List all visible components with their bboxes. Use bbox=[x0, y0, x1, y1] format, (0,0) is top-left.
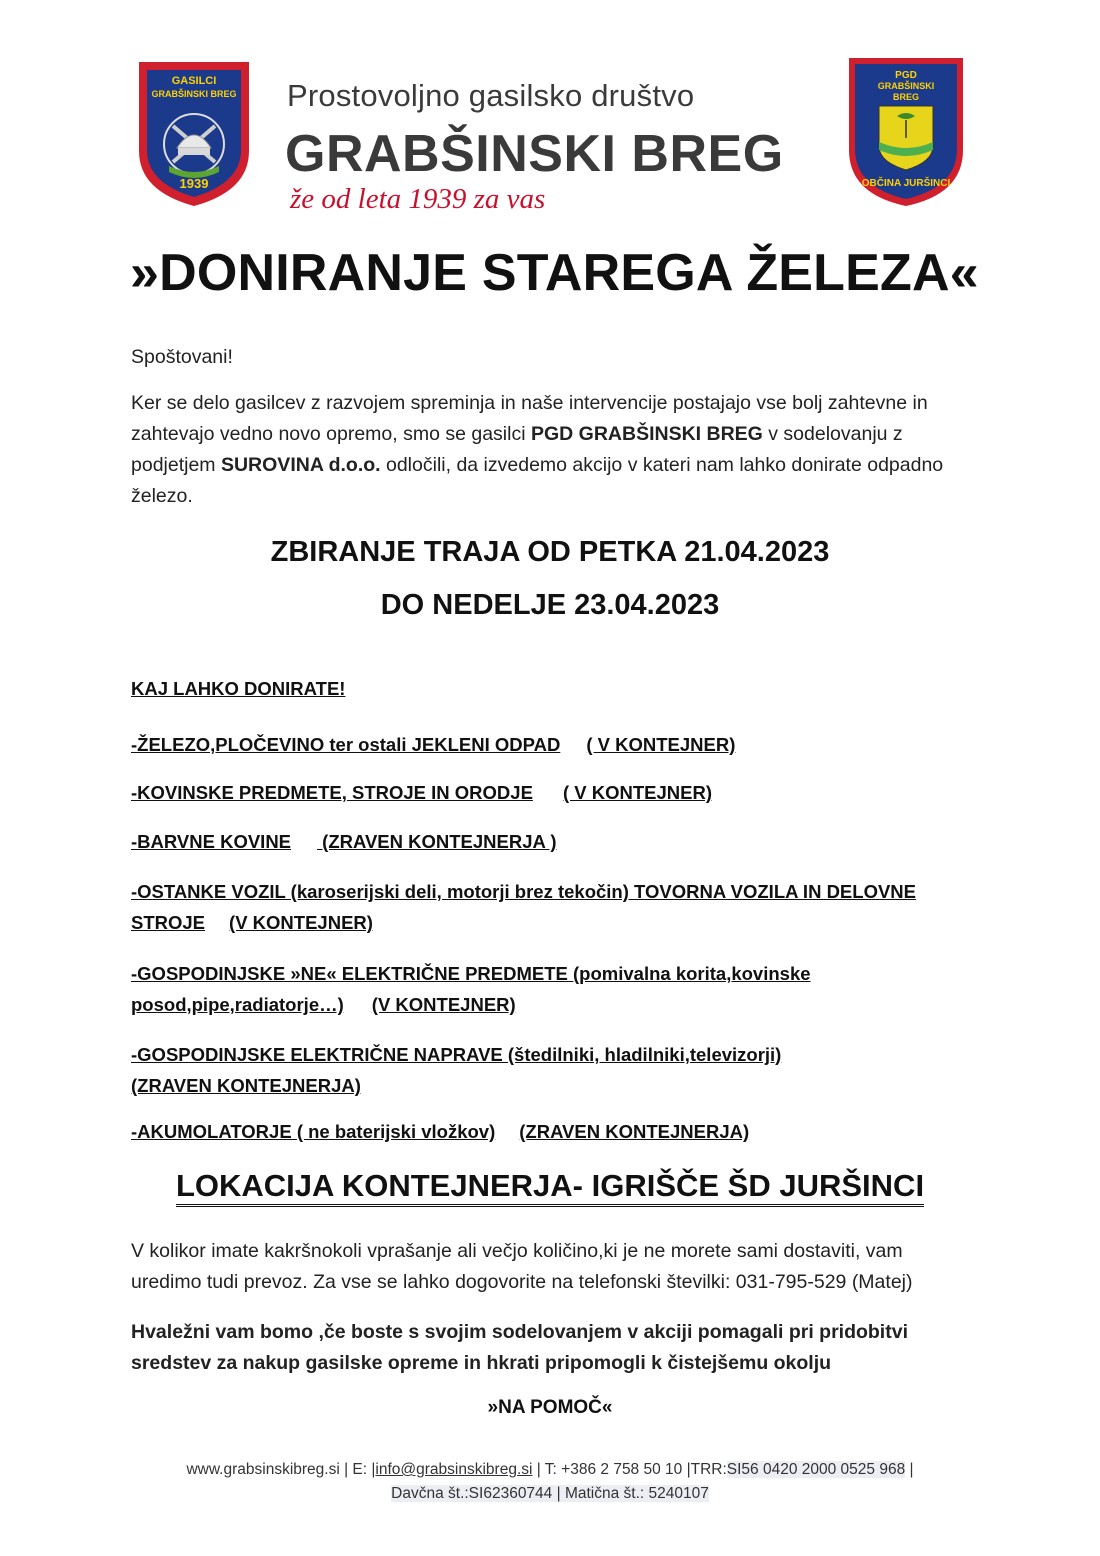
list-item-note: ( V KONTEJNER) bbox=[586, 734, 736, 755]
container-location bbox=[0, 1168, 1100, 1204]
pgd-emblem-right bbox=[845, 54, 967, 209]
intro-bold-pgd: PGD GRABŠINSKI BREG bbox=[530, 423, 763, 445]
intro-text-1: Ker se delo gasilcev z razvojem spreminja in naše intervencije postajajo vse bolj zahtevne in zahtevajo vedno novo opremo, smo se gasilci bbox=[131, 392, 928, 445]
emblem-middle-text: GRABŠINSKI BREG bbox=[151, 89, 237, 99]
list-item-text: -GOSPODINJSKE ELEKTRIČNE NAPRAVE (štedilniki, hladilniki,televizorji) (ZRAVEN KONTEJNERJA) bbox=[131, 1044, 782, 1096]
footer-email-label: | E: | bbox=[339, 1461, 376, 1478]
footer-registration-number: Matična št.: 5240107 bbox=[564, 1485, 709, 1502]
contact-paragraph: V kolikor imate kakršnokoli vprašanje ali večjo količino,ki je ne morete sami dostaviti, vam uredimo tudi prevoz. Za vse se lahko dogovorite na telefonski številki: 031-795-529 (Matej) bbox=[131, 1240, 913, 1293]
list-item-text: -KOVINSKE PREDMETE, STROJE IN ORODJE bbox=[131, 782, 533, 803]
list-item bbox=[131, 777, 712, 808]
emblem-breg-text: BREG bbox=[892, 92, 920, 102]
collection-dates-line1: ZBIRANJE TRAJA OD PETKA 21.04.2023 bbox=[270, 536, 830, 568]
slogan: »NA POMOČ« bbox=[487, 1397, 613, 1418]
footer-line2 bbox=[0, 1482, 1100, 1506]
list-item bbox=[131, 729, 735, 760]
intro-text-3: odločili, da izvedemo akcijo v kateri nam lahko donirate odpadno železo. bbox=[131, 454, 944, 507]
list-item bbox=[131, 1116, 749, 1147]
intro-text-2: v sodelovanju z podjetjem bbox=[131, 423, 903, 476]
footer-phone: | T: +386 2 758 50 10 |TRR: bbox=[532, 1461, 727, 1478]
container-location-text: LOKACIJA KONTEJNERJA- IGRIŠČE ŠD JURŠINCI bbox=[176, 1168, 924, 1207]
page-title: »DONIRANJE STAREGA ŽELEZA« bbox=[130, 244, 979, 302]
list-item-note: ( V KONTEJNER) bbox=[562, 782, 712, 803]
greeting: Spoštovani! bbox=[131, 346, 233, 368]
list-item-text: -BARVNE KOVINE bbox=[131, 831, 292, 852]
collection-dates-line2: DO NEDELJE 23.04.2023 bbox=[380, 589, 720, 621]
thanks-paragraph: Hvaležni vam bomo ,če boste s svojim sodelovanjem v akciji pomagali pri pridobitvi sredstev za nakup gasilske opreme in hkrati pripomogli k čistejšemu okolju bbox=[131, 1321, 908, 1374]
emblem-pgd-text: PGD bbox=[895, 70, 917, 81]
footer-email-link[interactable]: info@grabsinskibreg.si bbox=[375, 1461, 533, 1478]
footer-line1 bbox=[0, 1458, 1100, 1482]
donation-list-heading: KAJ LAHKO DONIRATE! bbox=[131, 678, 346, 699]
header bbox=[125, 50, 975, 215]
footer-website[interactable]: www.grabsinskibreg.si bbox=[186, 1461, 340, 1478]
org-tagline: že od leta 1939 za vas bbox=[290, 183, 546, 215]
footer-trr: SI56 0420 2000 0525 968 bbox=[726, 1461, 906, 1478]
list-item bbox=[131, 958, 831, 1020]
list-item-text: -OSTANKE VOZIL (karoserijski deli, motorji brez tekočin) TOVORNA VOZILA IN DELOVNE STROJE bbox=[131, 881, 917, 933]
intro-bold-surovina: SUROVINA d.o.o. bbox=[220, 454, 381, 476]
list-item bbox=[131, 1039, 821, 1101]
footer-separator: | bbox=[905, 1461, 914, 1478]
fire-brigade-emblem-left bbox=[133, 56, 255, 211]
org-name-line1: Prostovoljno gasilsko društvo bbox=[287, 78, 695, 113]
footer-separator-2: | bbox=[552, 1485, 565, 1502]
emblem-bottom-text: OBČINA JURŠINCI bbox=[861, 178, 951, 189]
emblem-top-text: GASILCI bbox=[171, 75, 217, 87]
list-item bbox=[131, 826, 557, 857]
list-item-text: -AKUMOLATORJE ( ne baterijski vložkov) bbox=[131, 1121, 496, 1142]
footer-tax-number: Davčna št.:SI62360744 bbox=[391, 1485, 553, 1502]
list-item-note: (ZRAVEN KONTEJNERJA) bbox=[519, 1121, 750, 1142]
emblem-grabsinski-text: GRABŠINSKI bbox=[877, 81, 935, 91]
org-name-line2: GRABŠINSKI BREG bbox=[285, 125, 784, 183]
intro-paragraph bbox=[131, 388, 961, 512]
list-item-note: (V KONTEJNER) bbox=[229, 912, 373, 933]
list-item-note: (V KONTEJNER) bbox=[371, 994, 516, 1015]
list-item bbox=[131, 876, 951, 938]
emblem-year: 1939 bbox=[179, 176, 209, 191]
list-item-text: -ŽELEZO,PLOČEVINO ter ostali JEKLENI ODPAD bbox=[131, 734, 561, 755]
list-item-note: (ZRAVEN KONTEJNERJA ) bbox=[317, 831, 557, 852]
list-item-text: -GOSPODINJSKE »NE« ELEKTRIČNE PREDMETE (pomivalna korita,kovinske posod,pipe,radiatorje…) bbox=[131, 963, 811, 1015]
